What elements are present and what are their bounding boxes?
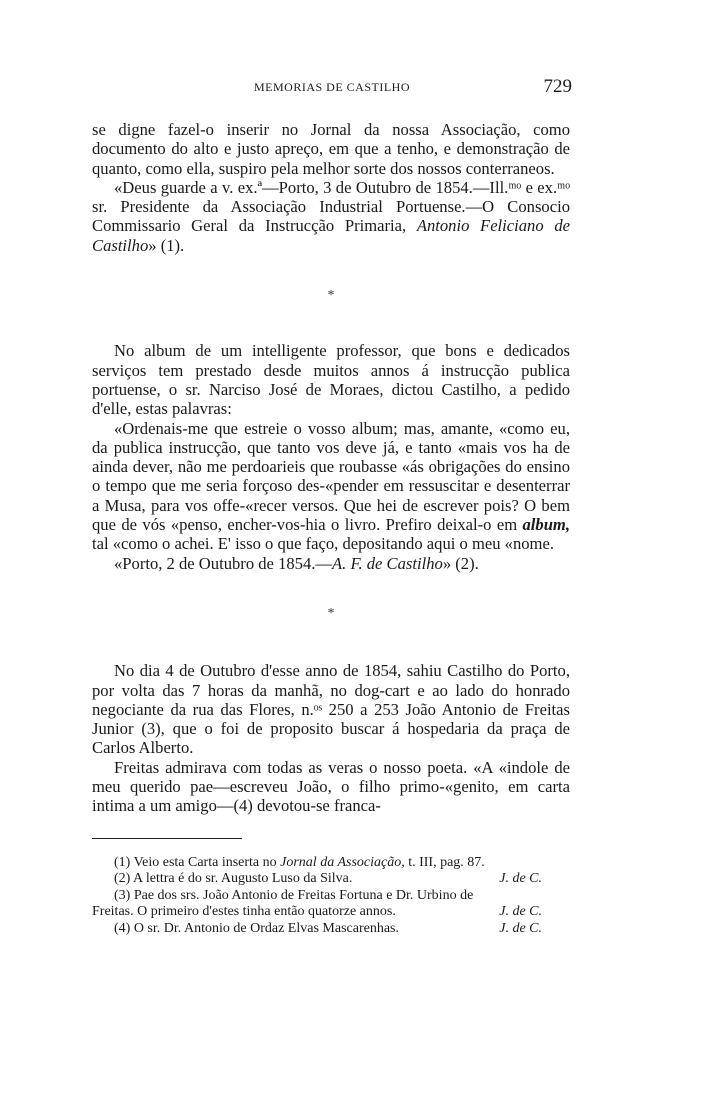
footnote-3-line1: (3) Pae dos srs. João Antonio de Freitas Fortuna e Dr. Urbino de (114, 887, 474, 903)
footnote-3 (92, 888, 570, 921)
page-header (92, 78, 572, 102)
footnote-2-text: (2) A lettra é do sr. Augusto Luso da Silva. (114, 871, 353, 887)
footnote-2-signature: J. de C. (499, 871, 542, 887)
paragraph-continuation: se digne fazel-o inserir no Jornal da nossa Associação, como documento do alto e justo apreço, em que a tenho, e demonstração de quanto, como ella, suspiro pela melhor sorte dos nossos conterraneos. (92, 120, 570, 178)
footnote-4 (92, 921, 570, 938)
footnote-1-before: (1) Veio esta Carta inserta no (114, 854, 281, 870)
page-body (92, 120, 570, 937)
footnotes (92, 855, 570, 938)
footnote-3-line2 (92, 904, 570, 921)
section-separator: * (327, 605, 335, 621)
album-quote (92, 419, 570, 554)
paragraph-freitas: Freitas admirava com todas as veras o nosso poeta. «A «indole de meu querido pae—escreveu João, o filho primo-«genito, em carta intima a um amigo—(4) devotou-se franca- (92, 757, 570, 816)
letter-closing (92, 178, 570, 255)
album-dateline-text: «Porto, 2 de Outubro de 1854.— (114, 553, 333, 573)
album-quote-text: «Ordenais-me que estreie o vosso album; mas, amante, «como eu, da publica instrucção, que tanto vos deve já, e tanto «mais vos ha de ainda dever, não me perdoarieis que roubasse «ás obrigações do ensino o tempo que me seria forçoso des-«pender em ressuscitar e desenterrar a Musa, para vos offe-«recer versos. Que hei de escrever pois? O bem que de vós «penso, encher-vos-hia o livro. Prefiro deixal-o em (92, 418, 570, 535)
footnote-3-line2-text: Freitas. O primeiro d'estes tinha então quatorze annos. (92, 904, 396, 920)
running-title: MEMORIAS DE CASTILHO (253, 80, 410, 94)
footnote-2 (92, 871, 570, 888)
album-word: album, (522, 515, 570, 535)
footnote-1-text (114, 855, 570, 872)
footnote-1 (92, 855, 570, 872)
footnote-3-signature: J. de C. (499, 904, 542, 920)
album-dateline-end: » (2). (442, 553, 479, 573)
section-separator: * (327, 288, 335, 304)
footnote-1-after: t. III, pag. 87. (404, 854, 485, 870)
footnote-rule (92, 838, 242, 839)
page-number: 729 (543, 76, 572, 97)
paragraph-departure: No dia 4 de Outubro d'esse anno de 1854, sahiu Castilho do Porto, por volta das 7 horas da manhã, no dog-cart e ao lado do honrado negociante da rua das Flores, n.ᵒˢ 250 a 253 João Antonio de Freitas Junior (3), que o foi de proposito buscar á hospedaria da praça de Carlos Alberto. (92, 661, 570, 758)
album-dateline (92, 554, 570, 573)
album-signature: A. F. de Castilho (332, 553, 443, 573)
letter-closing-text: «Deus guarde a v. ex.ª—Porto, 3 de Outubro de 1854.—Ill.ᵐᵒ e ex.ᵐᵒ sr. Presidente da Associação Industrial Portuense.—O Consocio Commissario Geral da Instrucção Primaria, (92, 177, 570, 236)
footnote-4-text: (4) O sr. Dr. Antonio de Ordaz Elvas Mascarenhas. (114, 920, 399, 936)
album-quote-end: tal «como o achei. E' isso o que faço, depositando aqui o meu «nome. (92, 534, 554, 554)
footnote-4-signature: J. de C. (499, 920, 542, 936)
letter-signature: Antonio Feliciano de Castilho (92, 216, 570, 255)
paragraph-album-intro: No album de um intelligente professor, que bons e dedicados serviços tem prestado desde muitos annos á instrucção publica portuense, o sr. Narciso José de Moraes, dictou Castilho, a pedido d'elle, estas palavras: (92, 341, 570, 419)
letter-closing-end: » (1). (148, 235, 185, 255)
footnote-1-italic: Jornal da Associação, (280, 854, 405, 870)
